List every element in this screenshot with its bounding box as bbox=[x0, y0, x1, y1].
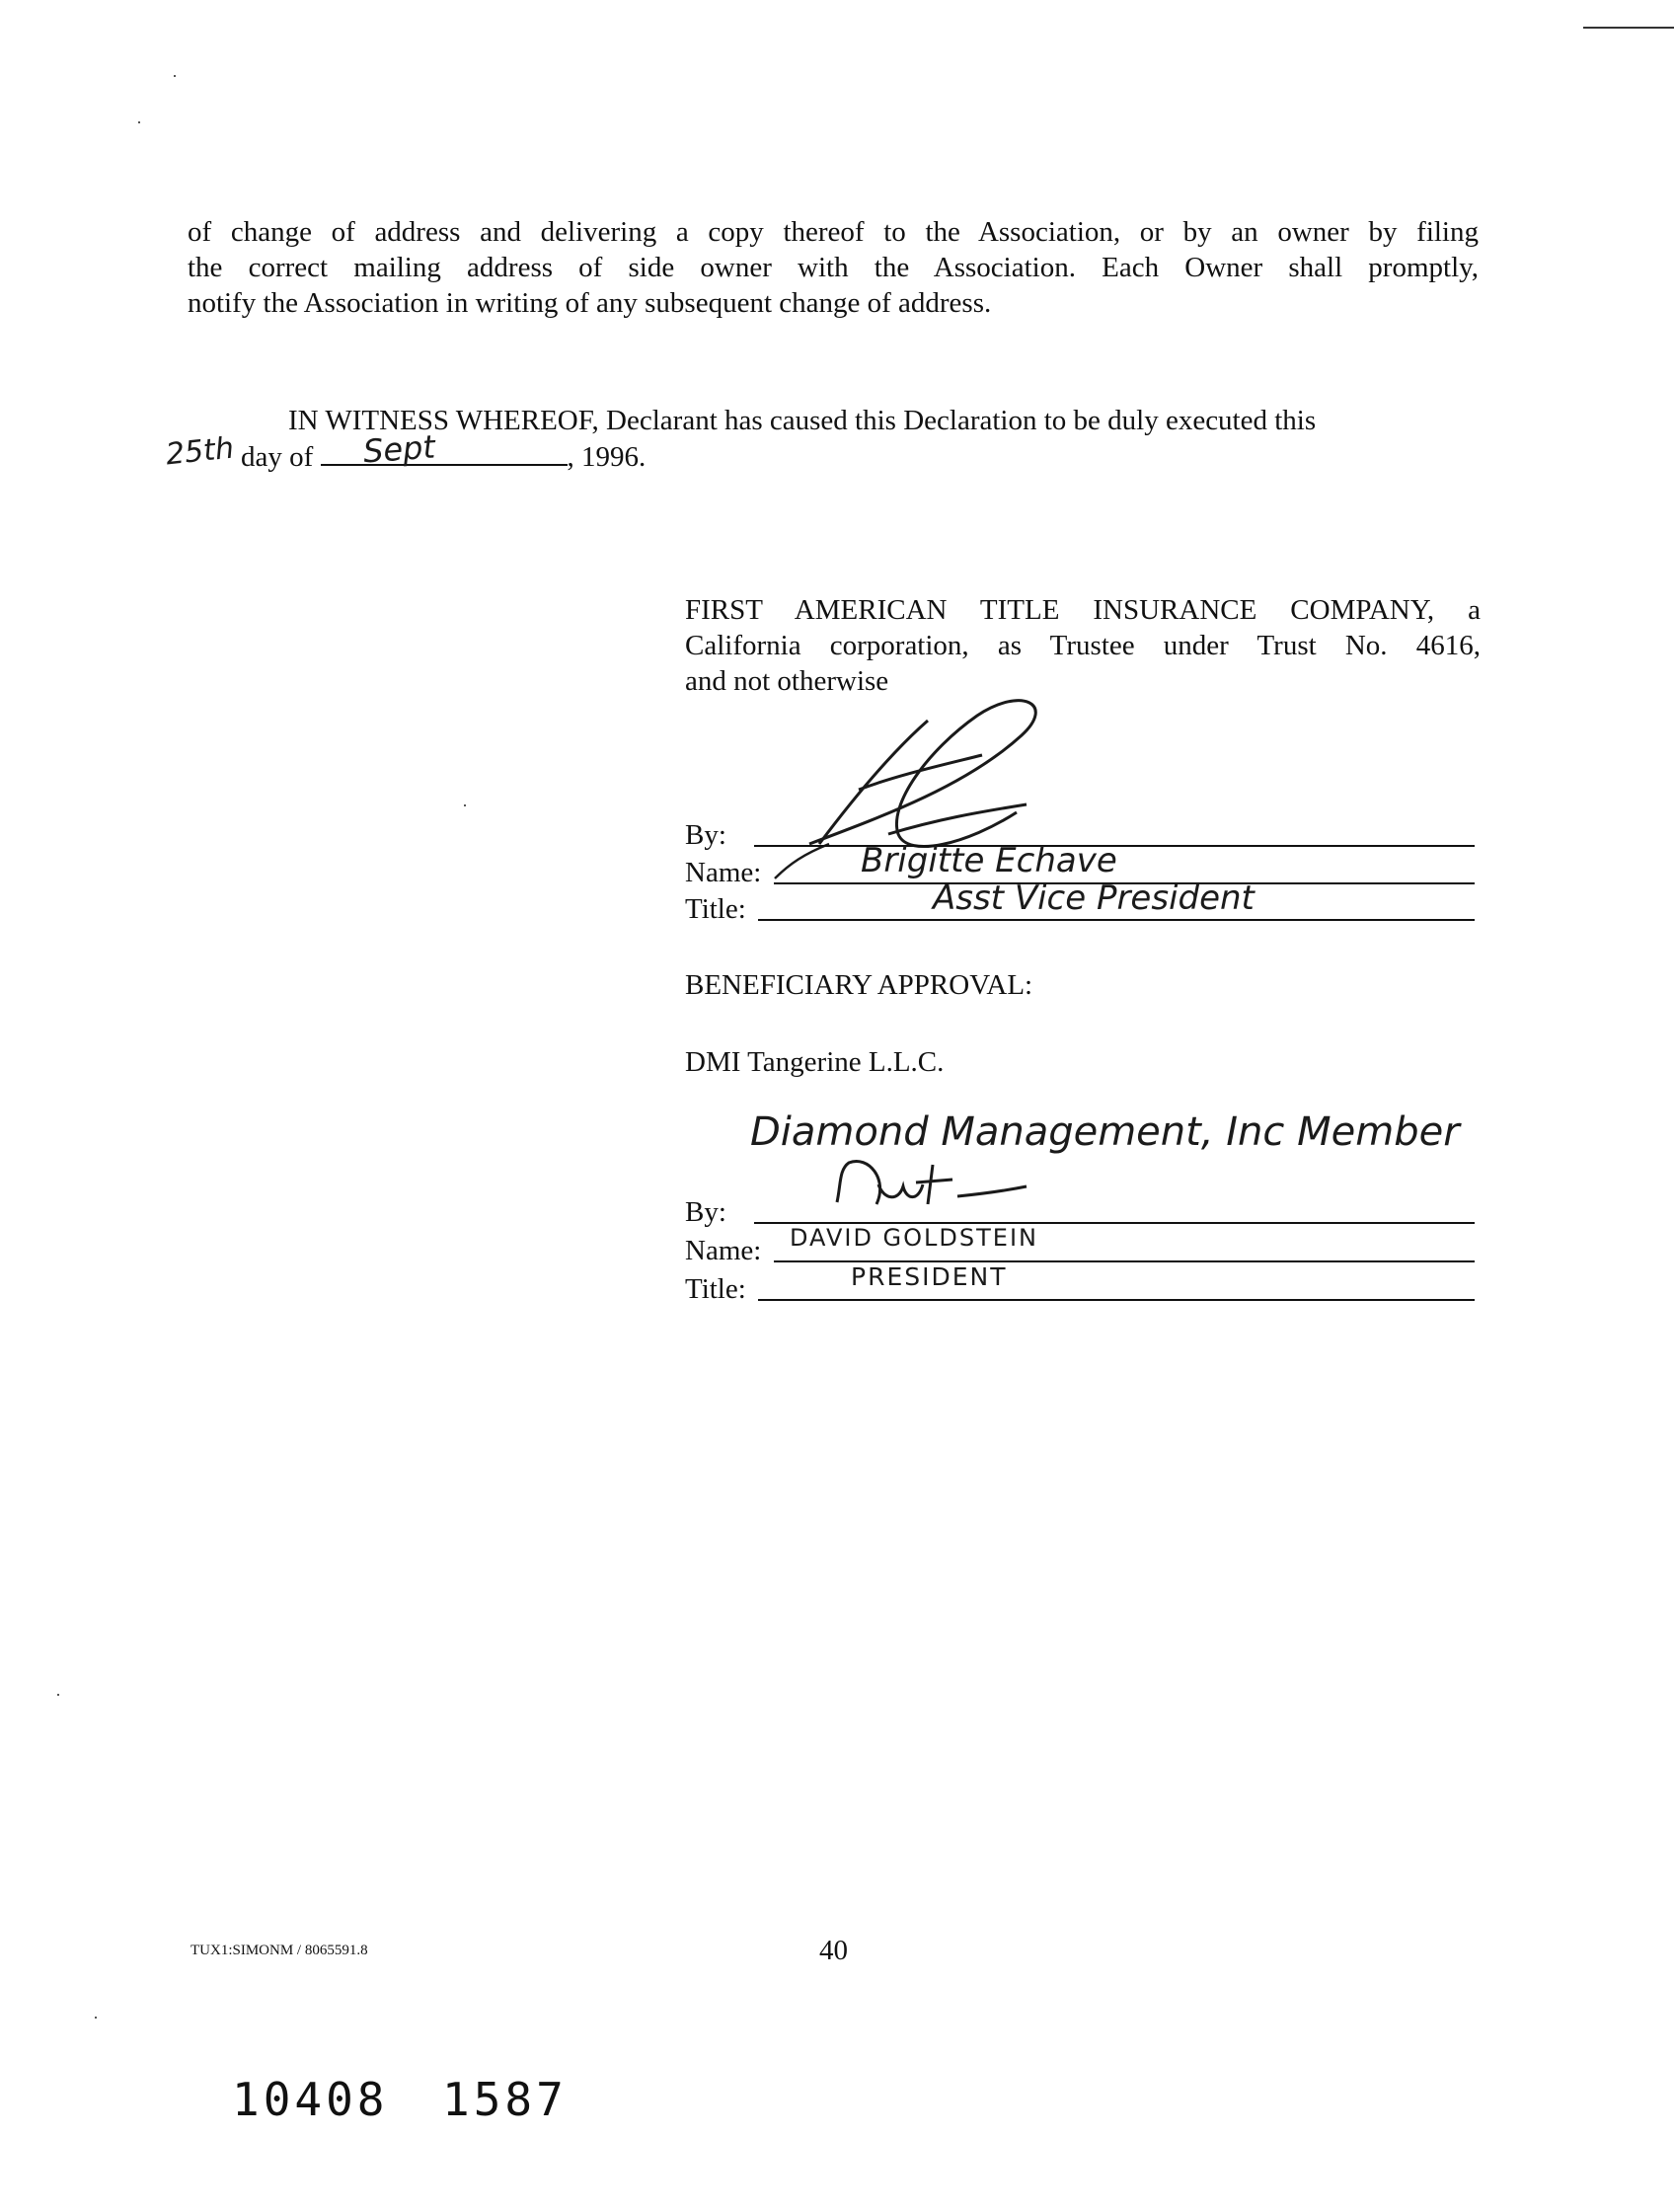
title-line bbox=[758, 919, 1475, 921]
name-label: Name: bbox=[685, 857, 762, 888]
by-label: By: bbox=[685, 819, 726, 851]
month-blank bbox=[321, 438, 568, 466]
trustee-block bbox=[685, 592, 1481, 699]
body-paragraph bbox=[188, 214, 1479, 321]
beneficiary-entity: DMI Tangerine L.L.C. bbox=[685, 1046, 945, 1078]
beneficiary-title-row bbox=[685, 1271, 1475, 1307]
title-line bbox=[758, 1299, 1475, 1301]
trustee-line: and not otherwise bbox=[685, 665, 889, 697]
witness-year: , 1996. bbox=[567, 441, 647, 473]
handwritten-signer2-title: PRESIDENT bbox=[851, 1262, 1008, 1291]
scan-speck bbox=[95, 2017, 97, 2019]
handwritten-month: Sept bbox=[361, 427, 437, 471]
handwritten-member-line: Diamond Management, Inc Member bbox=[750, 1109, 1460, 1155]
name-label: Name: bbox=[685, 1235, 762, 1266]
trustee-line: FIRST AMERICAN TITLE INSURANCE COMPANY, a bbox=[685, 594, 1481, 626]
trustee-line: California corporation, as Trustee under Trust No. 4616, bbox=[685, 630, 1481, 661]
scan-speck bbox=[138, 121, 140, 123]
day-of-label: day of bbox=[241, 441, 314, 473]
handwritten-signer1-name: Brigitte Echave bbox=[861, 841, 1117, 880]
by-label: By: bbox=[685, 1196, 726, 1228]
document-id: TUX1:SIMONM / 8065591.8 bbox=[190, 1943, 368, 1958]
title-label: Title: bbox=[685, 1273, 746, 1305]
handwritten-day: 25th bbox=[164, 430, 236, 473]
witness-line: IN WITNESS WHEREOF, Declarant has caused this Declaration to be duly executed this bbox=[288, 405, 1317, 436]
handwritten-signer1-title: Asst Vice President bbox=[933, 878, 1255, 918]
paragraph-line: the correct mailing address of side owner with the Association. Each Owner shall promptly, bbox=[188, 252, 1479, 283]
scan-speck bbox=[57, 1694, 59, 1696]
handwritten-signer2-name: DAVID GOLDSTEIN bbox=[790, 1224, 1038, 1252]
beneficiary-heading: BENEFICIARY APPROVAL: bbox=[685, 969, 1033, 1001]
recording-book-number: 10408 bbox=[232, 2073, 389, 2126]
corner-scan-mark bbox=[1583, 27, 1674, 29]
scan-speck bbox=[174, 75, 176, 77]
title-label: Title: bbox=[685, 893, 746, 925]
recording-page-number: 1587 bbox=[442, 2073, 568, 2126]
paragraph-line: notify the Association in writing of any subsequent change of address. bbox=[188, 287, 992, 319]
paragraph-line: of change of address and delivering a copy thereof to the Association, or by an owner by filing bbox=[188, 216, 1479, 248]
scan-speck bbox=[464, 804, 466, 806]
page-number: 40 bbox=[819, 1935, 848, 1966]
